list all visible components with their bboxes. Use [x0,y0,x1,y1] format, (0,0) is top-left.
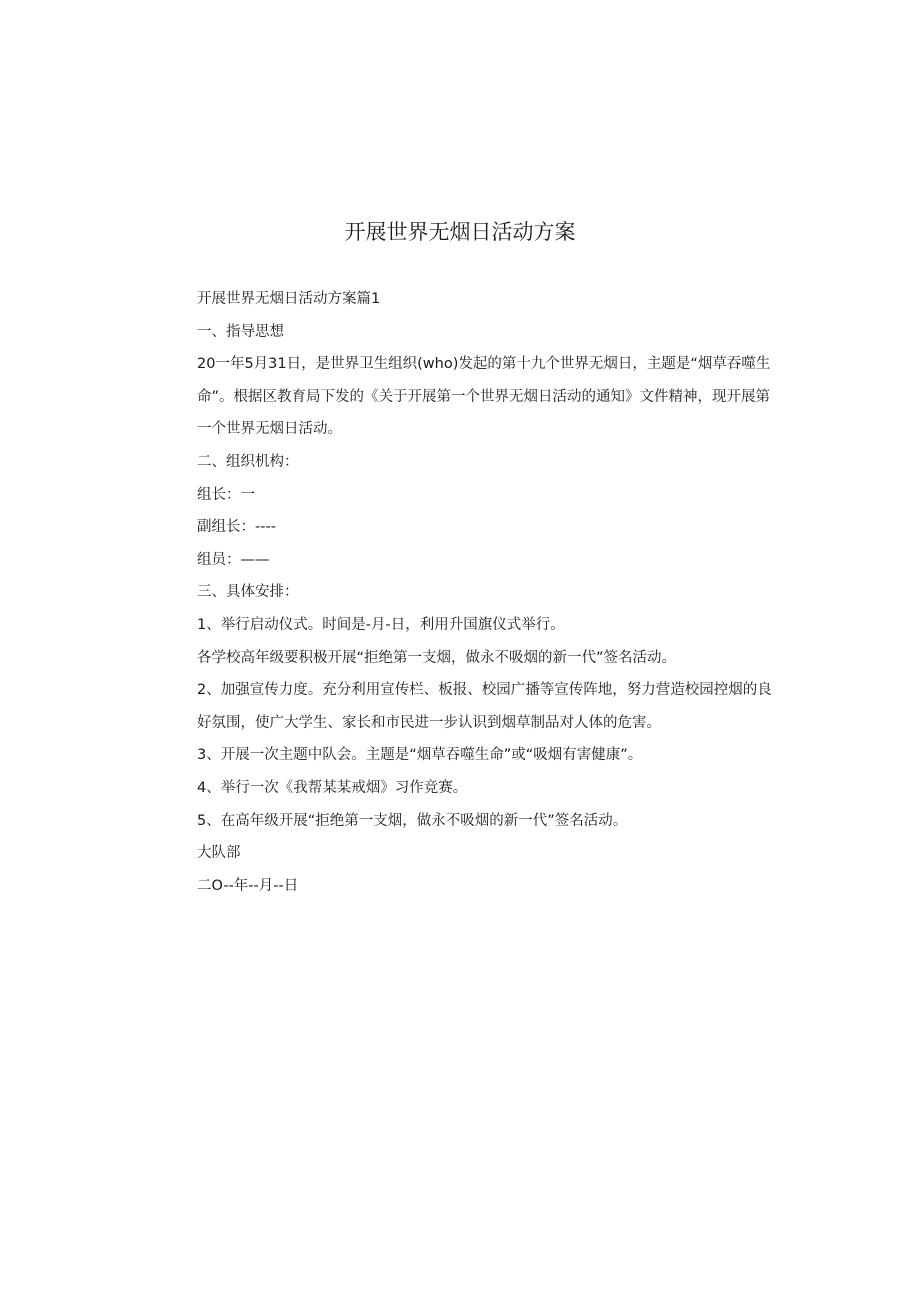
section-heading-guiding-thought: 一、指导思想 [197,323,284,340]
arrangement-item-2: 2、加强宣传力度。充分利用宣传栏、板报、校园广播等宣传阵地，努力营造校园控烟的良好氛围，使广大学生、家长和市民进一步认识到烟草制品对人体的危害。 [197,682,772,731]
arrangement-item-1: 1、举行启动仪式。时间是-月-日，利用升国旗仪式举行。 [197,616,565,633]
section-heading-organization: 二、组织机构： [197,453,299,470]
organization-leader: 组长：一 [197,486,255,503]
arrangement-item-1-extra: 各学校高年级要积极开展“拒绝第一支烟，做永不吸烟的新一代”签名活动。 [197,649,677,666]
organization-deputy-leader: 副组长：---- [197,519,276,536]
document-title: 开展世界无烟日活动方案 [344,220,576,244]
signature: 大队部 [197,845,241,862]
document-subtitle: 开展世界无烟日活动方案篇1 [197,291,381,307]
document-date: 二O--年--月--日 [197,877,299,894]
arrangement-item-3: 3、开展一次主题中队会。主题是“烟草吞噬生命”或“吸烟有害健康”。 [197,747,643,764]
organization-members: 组员：—— [197,551,270,568]
paragraph-guiding-thought: 20一年5月31日，是世界卫生组织(who)发起的第十九个世界无烟日，主题是“烟草吞噬生命”。根据区教育局下发的《关于开展第一个世界无烟日活动的通知》文件精神，现开展第一个世界无烟日活动。 [197,356,771,438]
arrangement-item-5: 5、在高年级开展“拒绝第一支烟，做永不吸烟的新一代”签名活动。 [197,812,628,829]
section-heading-arrangements: 三、具体安排： [197,584,299,601]
document-body [163,283,775,902]
arrangement-item-4: 4、举行一次《我帮某某戒烟》习作竞赛。 [197,779,468,796]
